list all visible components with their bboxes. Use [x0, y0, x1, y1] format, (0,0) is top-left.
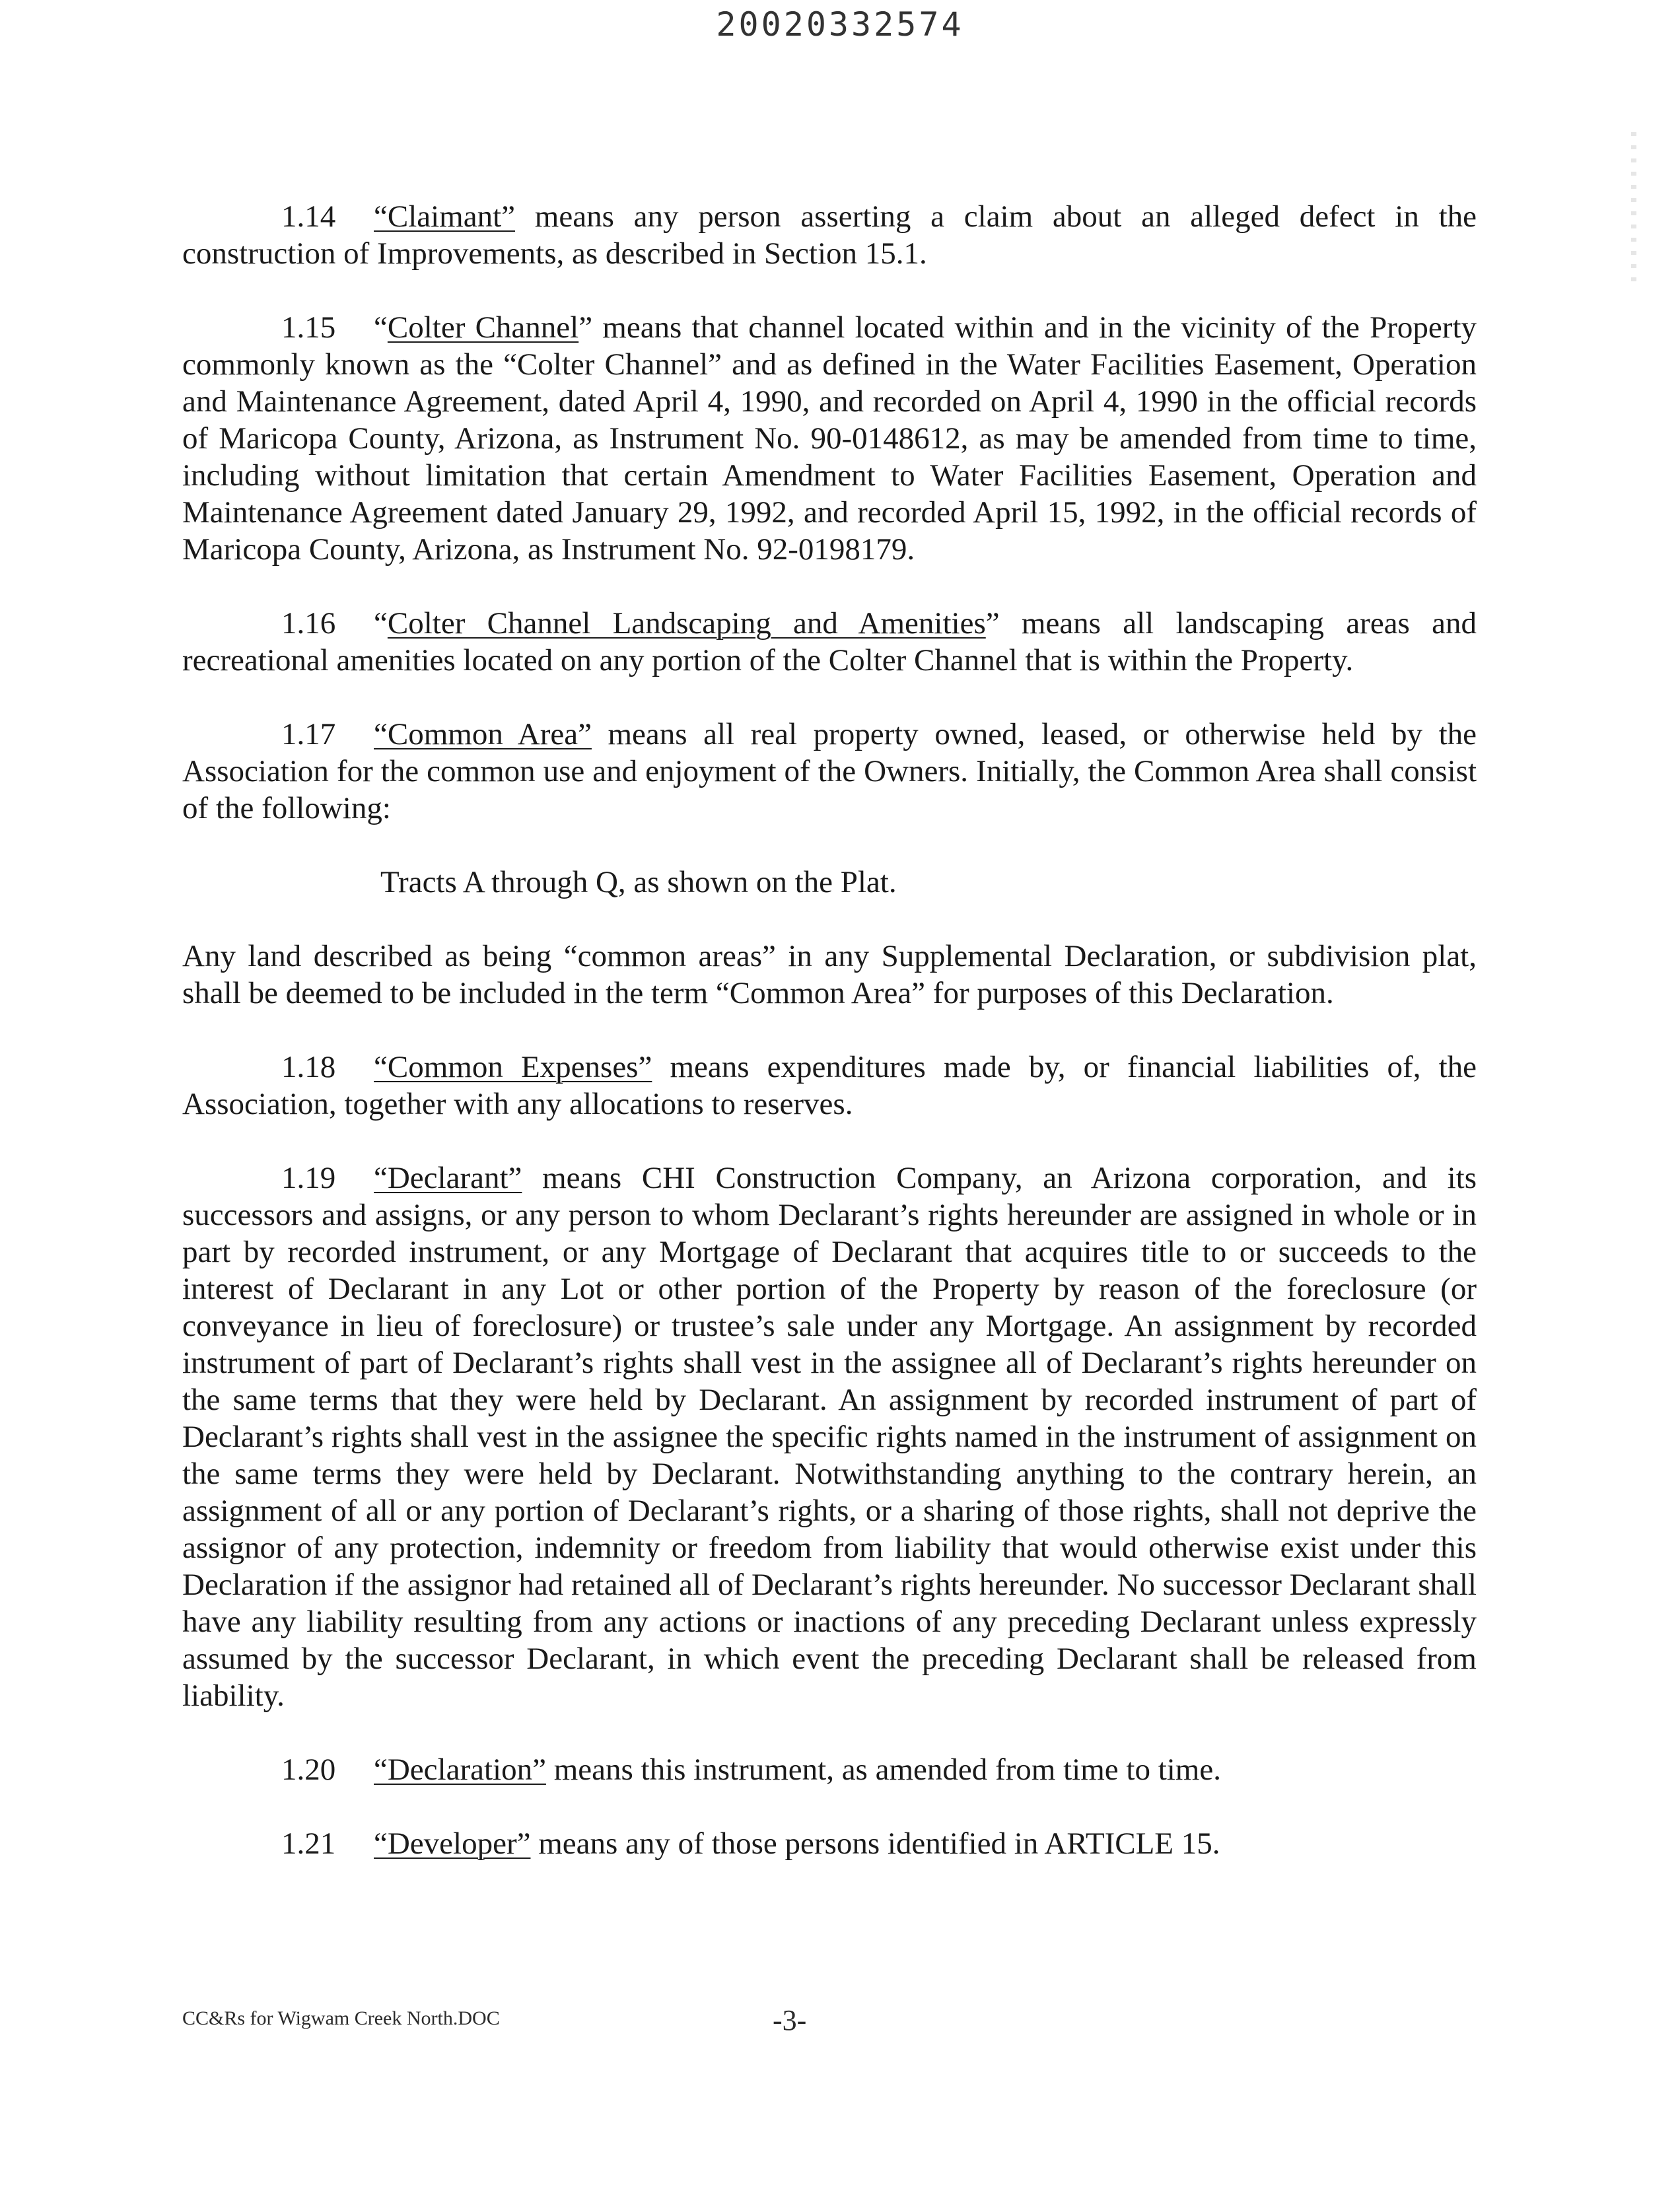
section-text: means all real property owned, leased, or otherwise held by the Association for the common use and enjoyment of the Owners. Initially, the Common Area shall consist of the following: [182, 717, 1477, 825]
defined-term: “Common Expenses” [374, 1050, 652, 1084]
section-1-14 [182, 198, 1477, 272]
document-body [182, 198, 1477, 1899]
section-text: ” means all landscaping areas and recreational amenities located on any portion of the Colter Channel that is within the Property. [182, 606, 1477, 677]
defined-term: “Developer” [374, 1826, 531, 1861]
section-text: means this instrument, as amended from time to time. [545, 1753, 1221, 1787]
section-1-18 [182, 1049, 1477, 1123]
defined-term: “Declaration” [374, 1753, 546, 1787]
section-text: ” means that channel located within and in the vicinity of the Property commonly known as the “Colter Channel” and as defined in the Water Facilities Easement, Operation and Maintenance Agreement, dated April 4, 1990, and recorded on April 4, 1990 in the official records of Maricopa County, Arizona, as Instrument No. 90-0148612, as may be amended from time to time, including without limitation that certain Amendment to Water Facilities Easement, Operation and Maintenance Agreement dated January 29, 1992, and recorded April 15, 1992, in the official records of Maricopa County, Arizona, as Instrument No. 92-0198179. [182, 310, 1477, 567]
section-text: means any person asserting a claim about an alleged defect in the construction of Improvements, as described in Section 15.1. [182, 199, 1477, 271]
section-text: means any of those persons identified in ARTICLE 15. [530, 1826, 1220, 1861]
section-1-20 [182, 1751, 1477, 1788]
defined-term: Colter Channel [387, 310, 579, 345]
defined-term: “Claimant” [374, 199, 516, 234]
section-1-15 [182, 309, 1477, 568]
section-1-21 [182, 1825, 1477, 1862]
section-number: 1.16 [281, 606, 336, 641]
section-number: 1.15 [281, 310, 336, 345]
section-number: 1.14 [281, 199, 336, 234]
footer-filename: CC&Rs for Wigwam Creek North.DOC [182, 2007, 500, 2029]
section-number: 1.21 [281, 1826, 336, 1861]
section-text: means CHI Construction Company, an Arizona corporation, and its successors and assigns, or any person to whom Declarant’s rights hereunder are assigned in whole or in part by recorded instrument, or any Mortgage of Declarant that acquires title to or succeeds to the interest of Declarant in any Lot or other portion of the Property by reason of the foreclosure (or conveyance in lieu of foreclosure) or trustee’s sale under any Mortgage. An assignment by recorded instrument of part of Declarant’s rights shall vest in the assignee all of Declarant’s rights hereunder on the same terms that they were held by Declarant. An assignment by recorded instrument of part of Declarant’s rights shall vest in the assignee the specific rights named in the instrument of assignment on the same terms they were held by Declarant. Notwithstanding anything to the contrary herein, an assignment of all or any portion of Declarant’s rights, or a sharing of those rights, shall not deprive the assignor of any protection, indemnity or freedom from liability that would otherwise exist under this Declaration if the assignor had retained all of Declarant’s rights hereunder. No successor Declarant shall have any liability resulting from any actions or inactions of any preceding Declarant unless expressly assumed by the successor Declarant, in which event the preceding Declarant shall be released from liability. [182, 1161, 1477, 1713]
scan-margin-mark [1631, 132, 1636, 284]
section-number: 1.17 [281, 717, 336, 751]
common-area-note: Any land described as being “common areas” in any Supplemental Declaration, or subdivision plat, shall be deemed to be included in the term “Common Area” for purposes of this Declaration. [182, 939, 1477, 1010]
section-text: means expenditures made by, or financial liabilities of, the Association, together with any allocations to reserves. [182, 1050, 1477, 1121]
section-1-16 [182, 605, 1477, 679]
section-number: 1.20 [281, 1753, 336, 1787]
section-number: 1.18 [281, 1050, 336, 1084]
section-number: 1.19 [281, 1161, 336, 1195]
defined-term: “Declarant” [374, 1161, 522, 1195]
defined-term: “Common Area” [374, 717, 592, 751]
quote-open: “ [374, 310, 388, 345]
defined-term: Colter Channel Landscaping and Amenities [387, 606, 986, 641]
page-number: -3- [773, 2004, 807, 2036]
recording-number: 20020332574 [716, 5, 964, 44]
quote-open: “ [374, 606, 388, 641]
section-1-17 [182, 716, 1477, 827]
section-1-19 [182, 1160, 1477, 1714]
tracts-line: Tracts A through Q, as shown on the Plat. [380, 865, 897, 899]
